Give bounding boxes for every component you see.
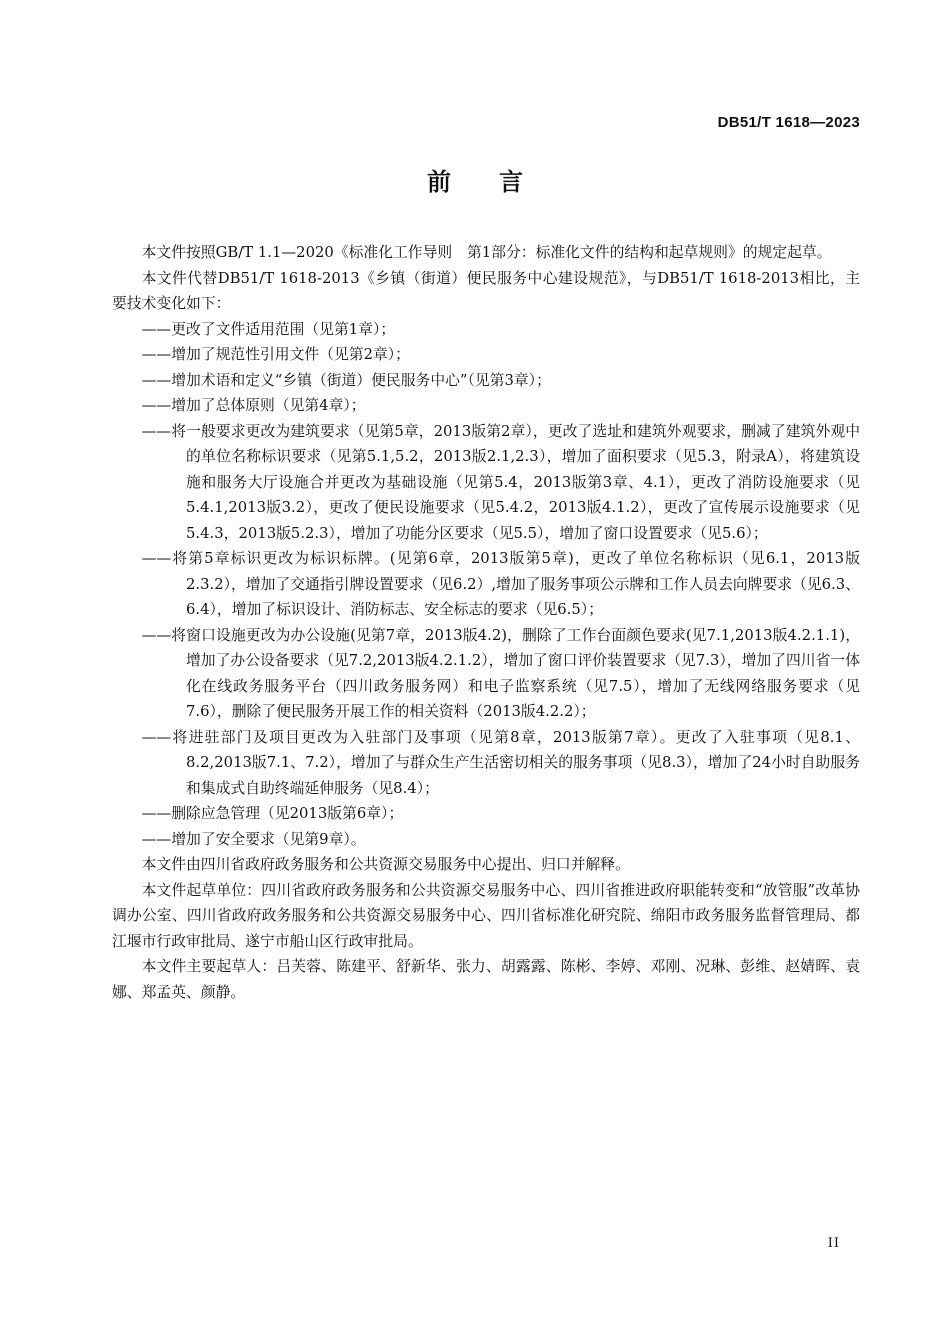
closing-paragraph-3: 本文件主要起草人：吕芙蓉、陈建平、舒新华、张力、胡露露、陈彬、李婷、邓刚、况琳、彭维、赵婧晖、袁娜、郑孟英、颜静。 xyxy=(112,958,860,1001)
change-item-1: ——更改了文件适用范围（见第1章）； xyxy=(141,320,396,338)
closing-paragraph-1: 本文件由四川省政府政务服务和公共资源交易服务中心提出、归口并解释。 xyxy=(141,856,630,873)
change-item-6: ——将第5章标识更改为标识标牌。(见第6章，2013版第5章)，更改了单位名称标识（见6.1，2013版2.3.2），增加了交通指引牌设置要求（见6.2）,增加了服务事项公示牌和工作人员去向牌要求（见6.3、6.4），增加了标识设计、消防标志、安全标志的要求（见6.5）； xyxy=(141,550,860,618)
document-number: DB51/T 1618—2023 xyxy=(717,114,860,131)
change-item-10: ——增加了安全要求（见第9章）。 xyxy=(141,830,366,848)
page-title: 前言 xyxy=(427,168,571,196)
document-body xyxy=(112,240,860,1005)
change-item-5: ——将一般要求更改为建筑要求（见第5章，2013版第2章），更改了选址和建筑外观要求，删减了建筑外观中的单位名称标识要求（见第5.1,5.2，2013版2.1,2.3），增加了面积要求（见5.3，附录A），将建筑设施和服务大厅设施合并更改为基础设施（见第5.4，2013版第3章、4.1），更改了消防设施要求（见5.4.1,2013版3.2），更改了便民设施要求（见5.4.2，2013版4.1.2），更改了宣传展示设施要求（见5.4.3，2013版5.2.3），增加了功能分区要求（见5.5），增加了窗口设置要求（见5.6）； xyxy=(141,422,860,542)
change-item-4: ——增加了总体原则（见第4章）； xyxy=(141,397,366,414)
page-number: II xyxy=(827,1236,840,1251)
intro-paragraph-2: 本文件代替DB51/T 1618-2013《乡镇（街道）便民服务中心建设规范》，与DB51/T 1618-2013相比，主要技术变化如下： xyxy=(112,269,860,312)
change-item-8: ——将进驻部门及项目更改为入驻部门及事项（见第8章，2013版第7章）。更改了入驻事项（见8.1、8.2,2013版7.1、7.2），增加了与群众生产生活密切相关的服务事项（见8.3），增加了24小时自助服务和集成式自助终端延伸服务（见8.4）； xyxy=(141,728,860,797)
change-item-2: ——增加了规范性引用文件（见第2章）； xyxy=(141,346,410,363)
change-item-3: ——增加术语和定义“乡镇（街道）便民服务中心”（见第3章）； xyxy=(141,371,551,389)
change-item-9: ——删除应急管理（见2013版第6章）； xyxy=(141,805,404,822)
closing-paragraph-2: 本文件起草单位：四川省政府政务服务和公共资源交易服务中心、四川省推进政府职能转变和“放管服”改革协调办公室、四川省政府政务服务和公共资源交易服务中心、四川省标准化研究院、绵阳市政务服务监督管理局、都江堰市行政审批局、遂宁市船山区行政审批局。 xyxy=(112,881,860,950)
change-item-7: ——将窗口设施更改为办公设施(见第7章，2013版4.2)，删除了工作台面颜色要求(见7.1,2013版4.2.1.1)，增加了办公设备要求（见7.2,2013版4.2.1.2），增加了窗口评价装置要求（见7.3），增加了四川省一体化在线政务服务平台（四川政务服务网）和电子监察系统（见7.5），增加了无线网络服务要求（见7.6），删除了便民服务开展工作的相关资料（2013版4.2.2）； xyxy=(141,626,860,720)
intro-paragraph-1: 本文件按照GB/T 1.1—2020《标准化工作导则 第1部分：标准化文件的结构和起草规则》的规定起草。 xyxy=(141,244,832,261)
